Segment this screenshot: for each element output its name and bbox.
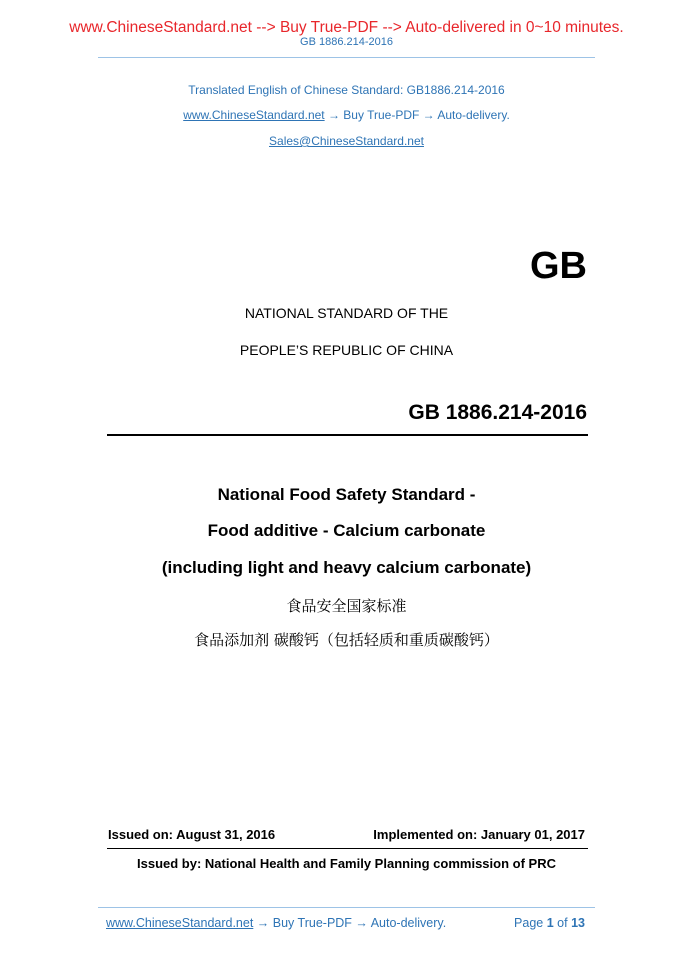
- title-rule: [107, 434, 588, 436]
- page-indicator: [514, 916, 585, 930]
- top-banner[interactable]: www.ChineseStandard.net --> Buy True-PDF --> Auto-delivered in 0~10 minutes.: [69, 19, 624, 36]
- email-link[interactable]: Sales@ChineseStandard.net: [269, 134, 424, 148]
- issued-by: Issued by: National Health and Family Planning commission of PRC: [137, 856, 556, 871]
- page-of: of: [557, 916, 568, 930]
- issue-rule: [107, 848, 588, 849]
- footer-site-rest: → Buy True-PDF → Auto-delivery.: [253, 916, 447, 930]
- footer-divider: [98, 907, 595, 908]
- issued-on: Issued on: August 31, 2016: [108, 827, 276, 842]
- title-line-2: Food additive - Calcium carbonate: [207, 521, 486, 540]
- email-line: [0, 134, 693, 148]
- site-line: [0, 108, 693, 122]
- chinese-title-2: 食品添加剂 碳酸钙（包括轻质和重质碳酸钙）: [194, 631, 499, 649]
- page-label: Page: [514, 916, 544, 930]
- page-current: 1: [546, 916, 554, 930]
- gb-mark: GB: [530, 245, 587, 287]
- header-doc-number: GB 1886.214-2016: [300, 36, 393, 48]
- footer-site-line: [106, 916, 446, 930]
- title-line-3: (including light and heavy calcium carbonate): [161, 558, 532, 577]
- footer-site-link[interactable]: www.ChineseStandard.net: [106, 916, 254, 930]
- standard-code: GB 1886.214-2016: [408, 401, 587, 424]
- site-line-rest: → Buy True-PDF → Auto-delivery.: [324, 108, 510, 122]
- translation-line: Translated English of Chinese Standard: GB1886.214-2016: [188, 83, 505, 97]
- chinese-title-1: 食品安全国家标准: [286, 597, 407, 615]
- page-total: 13: [571, 916, 585, 930]
- implemented-on: Implemented on: January 01, 2017: [373, 827, 585, 842]
- site-link[interactable]: www.ChineseStandard.net: [183, 108, 325, 122]
- prc-line: PEOPLE’S REPUBLIC OF CHINA: [239, 342, 454, 358]
- header-divider: [98, 57, 595, 58]
- title-line-1: National Food Safety Standard -: [217, 485, 476, 504]
- national-standard-line: NATIONAL STANDARD OF THE: [244, 305, 449, 321]
